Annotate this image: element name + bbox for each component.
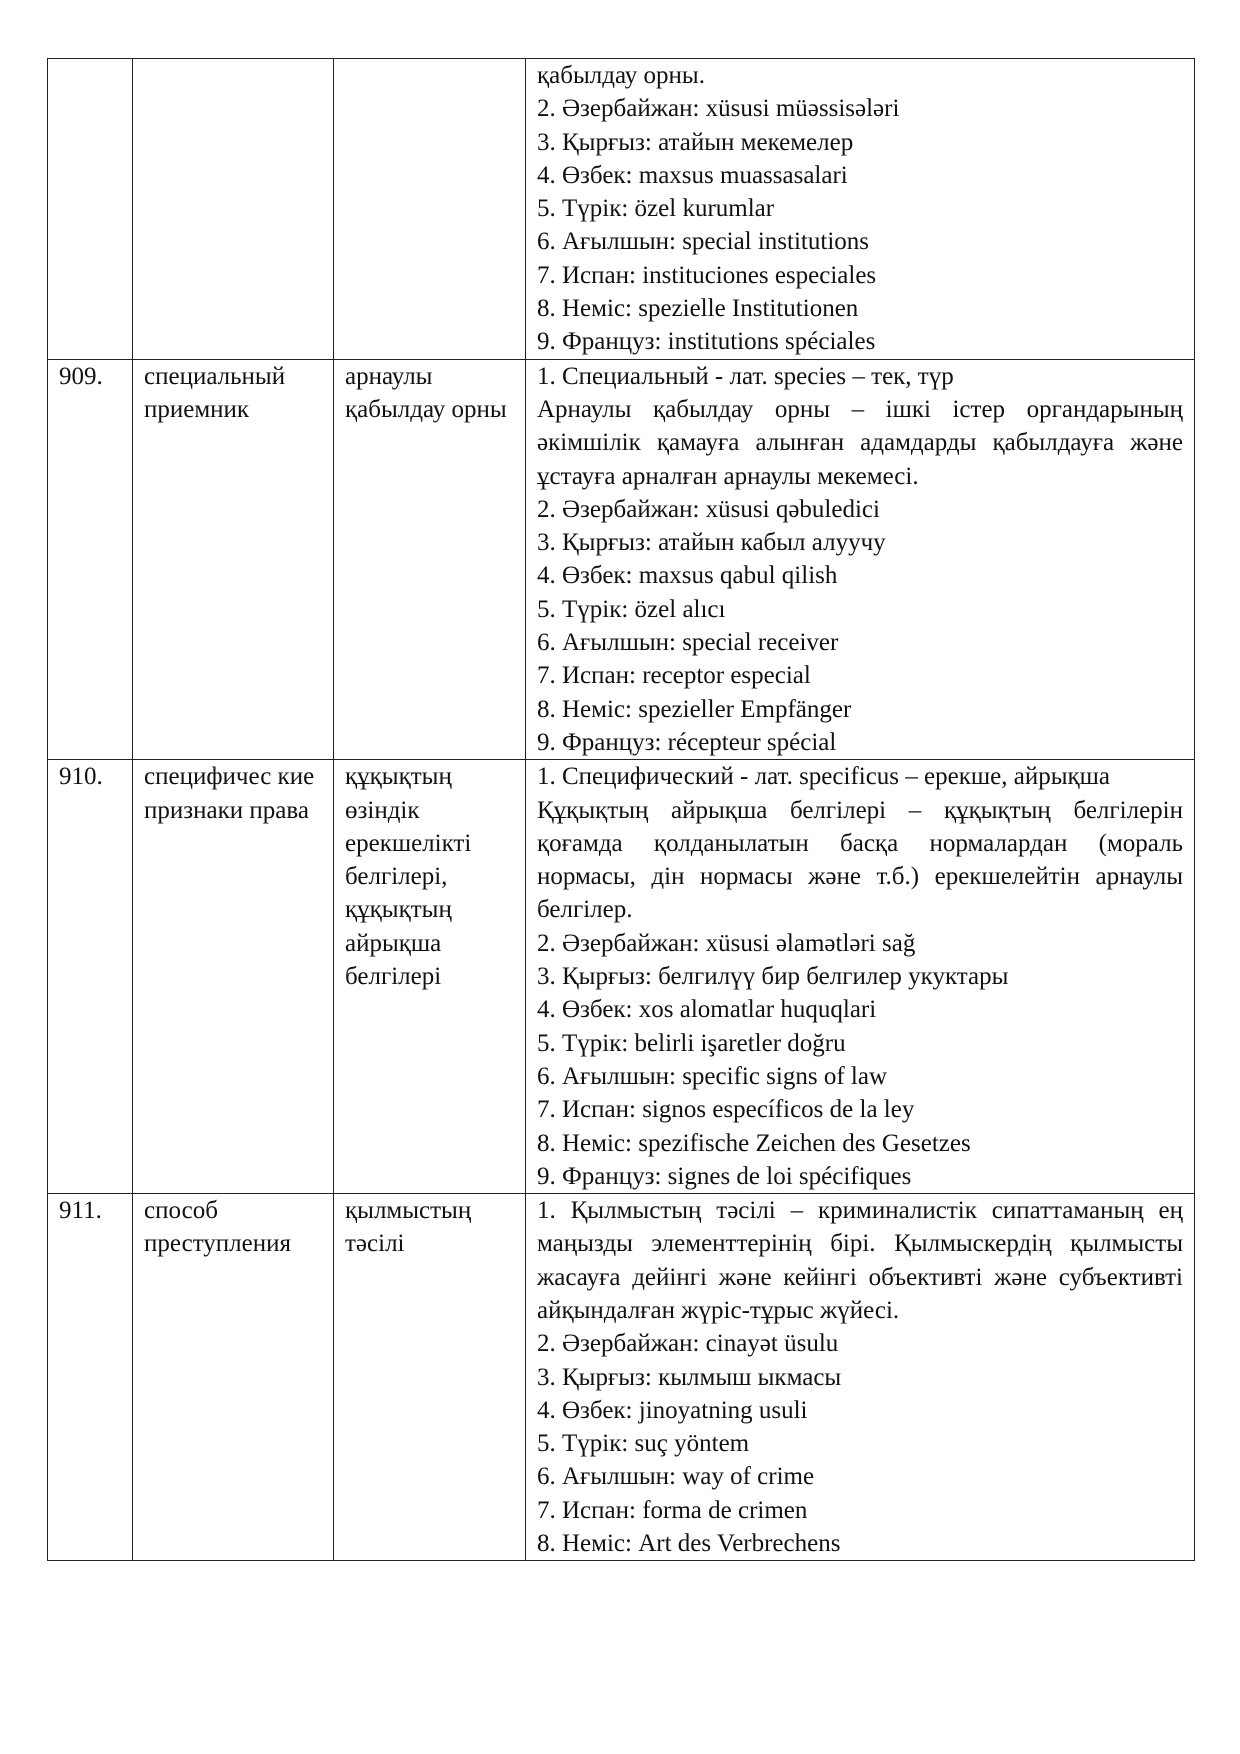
translation-line: 7. Испан: forma de crimen xyxy=(537,1496,808,1524)
translation-line: 6. Ағылшын: special institutions xyxy=(537,228,869,256)
translation-line: 4. Өзбек: maxsus qabul qilish xyxy=(537,562,838,590)
kazakh-term-cell xyxy=(334,359,526,760)
kazakh-term-cell xyxy=(334,59,526,360)
kazakh-term: қылмыстың тәсілі xyxy=(345,1197,472,1258)
translation-line: 7. Испан: instituciones especiales xyxy=(537,261,877,289)
translation-line: 9. Француз: institutions spéciales xyxy=(537,328,876,356)
definition-text: Құқықтың айрықша белгілері – құқықтың белгілерін қоғамда қолданылатын басқа нормалардан (мораль нормасы, дін нормасы және т.б.) ерекшелейтін арнаулы белгілер. xyxy=(537,796,1183,924)
russian-term-cell xyxy=(133,1194,334,1561)
translation-line: 5. Түрік: özel alıcı xyxy=(537,595,726,623)
translation-line: 9. Француз: récepteur spécial xyxy=(537,728,837,756)
translation-line: 7. Испан: signos específicos de la ley xyxy=(537,1096,915,1124)
entry-number-cell xyxy=(48,1194,133,1561)
document-page xyxy=(47,58,1194,1561)
russian-term: специальный приемник xyxy=(144,362,286,423)
russian-term-cell xyxy=(133,59,334,360)
definition-text: Арнаулы қабылдау орны – ішкі істер органдарының әкімшілік қамауға алынған адамдарды қабылдауға және ұстауға арналған арнаулы мекемесі. xyxy=(537,395,1183,490)
kazakh-term: құқықтың өзіндік ерекшелікті белгілері, құқықтың айрықша белгілері xyxy=(345,763,472,991)
table-row xyxy=(48,359,1195,760)
translation-line: 8. Неміс: spezielle Institutionen xyxy=(537,295,859,323)
definition-text: қабылдау орны. xyxy=(537,62,705,89)
translation-line: 3. Қырғыз: белгилүү бир белгилер укуктары xyxy=(537,963,1009,991)
translation-line: 2. Әзербайжан: cinayət üsulu xyxy=(537,1330,839,1358)
translation-line: 6. Ағылшын: special receiver xyxy=(537,629,839,657)
translation-line: 9. Француз: signes de loi spécifiques xyxy=(537,1162,912,1190)
translation-line: 3. Қырғыз: атайын кабыл алуучу xyxy=(537,529,886,557)
definition-cell xyxy=(526,59,1195,360)
russian-term-cell xyxy=(133,359,334,760)
russian-term: способ преступления xyxy=(144,1197,291,1258)
kazakh-term-cell xyxy=(334,760,526,1194)
translation-line: 2. Әзербайжан: xüsusi qəbuledici xyxy=(537,495,880,523)
entry-number: 911. xyxy=(59,1197,102,1225)
translation-line: 3. Қырғыз: атайын мекемелер xyxy=(537,128,854,156)
etymology-line: 1. Специфический - лат. specificus – ерекше, айрықша xyxy=(537,763,1110,791)
entry-number: 910. xyxy=(59,763,103,791)
definition-cell xyxy=(526,760,1195,1194)
kazakh-term: арнаулы қабылдау орны xyxy=(345,362,507,423)
definition-cell xyxy=(526,359,1195,760)
translation-line: 2. Әзербайжан: xüsusi müəssisələri xyxy=(537,95,900,123)
translation-line: 8. Неміс: spezieller Empfänger xyxy=(537,695,852,723)
entry-number-cell xyxy=(48,359,133,760)
translation-line: 4. Өзбек: maxsus muassasalari xyxy=(537,161,848,189)
kazakh-term-cell xyxy=(334,1194,526,1561)
table-row xyxy=(48,59,1195,360)
definition-cell xyxy=(526,1194,1195,1561)
entry-number-cell xyxy=(48,760,133,1194)
translation-line: 2. Әзербайжан: xüsusi əlamətləri sağ xyxy=(537,929,916,957)
entry-number: 909. xyxy=(59,362,103,390)
dictionary-table xyxy=(47,58,1195,1561)
translation-line: 6. Ағылшын: way of crime xyxy=(537,1463,815,1491)
table-row xyxy=(48,760,1195,1194)
translation-line: 4. Өзбек: jinoyatning usuli xyxy=(537,1396,808,1424)
translation-line: 8. Неміс: Art des Verbrechens xyxy=(537,1530,841,1558)
translation-line: 5. Түрік: suç yöntem xyxy=(537,1430,750,1458)
translation-line: 6. Ағылшын: specific signs of law xyxy=(537,1062,888,1090)
russian-term-cell xyxy=(133,760,334,1194)
translation-line: 7. Испан: receptor especial xyxy=(537,662,811,690)
translation-line: 8. Неміс: spezifische Zeichen des Gesetzes xyxy=(537,1129,971,1157)
russian-term: специфичес кие признаки права xyxy=(144,763,315,824)
translation-line: 4. Өзбек: xos alomatlar huquqlari xyxy=(537,996,877,1024)
definition-text: 1. Қылмыстың тәсілі – криминалистік сипаттаманың ең маңызды элементтерінің бірі. Қылмыскердің қылмысты жасауға дейінгі және кейінгі объективті және субъективті айқындалған жүріс-тұрыс жүйесі. xyxy=(537,1197,1183,1324)
etymology-line: 1. Специальный - лат. species – тек, түр xyxy=(537,362,954,390)
translation-line: 5. Түрік: özel kurumlar xyxy=(537,195,775,223)
entry-number-cell xyxy=(48,59,133,360)
translation-line: 3. Қырғыз: кылмыш ыкмасы xyxy=(537,1363,842,1391)
table-row xyxy=(48,1194,1195,1561)
translation-line: 5. Түрік: belirli işaretler doğru xyxy=(537,1029,846,1057)
